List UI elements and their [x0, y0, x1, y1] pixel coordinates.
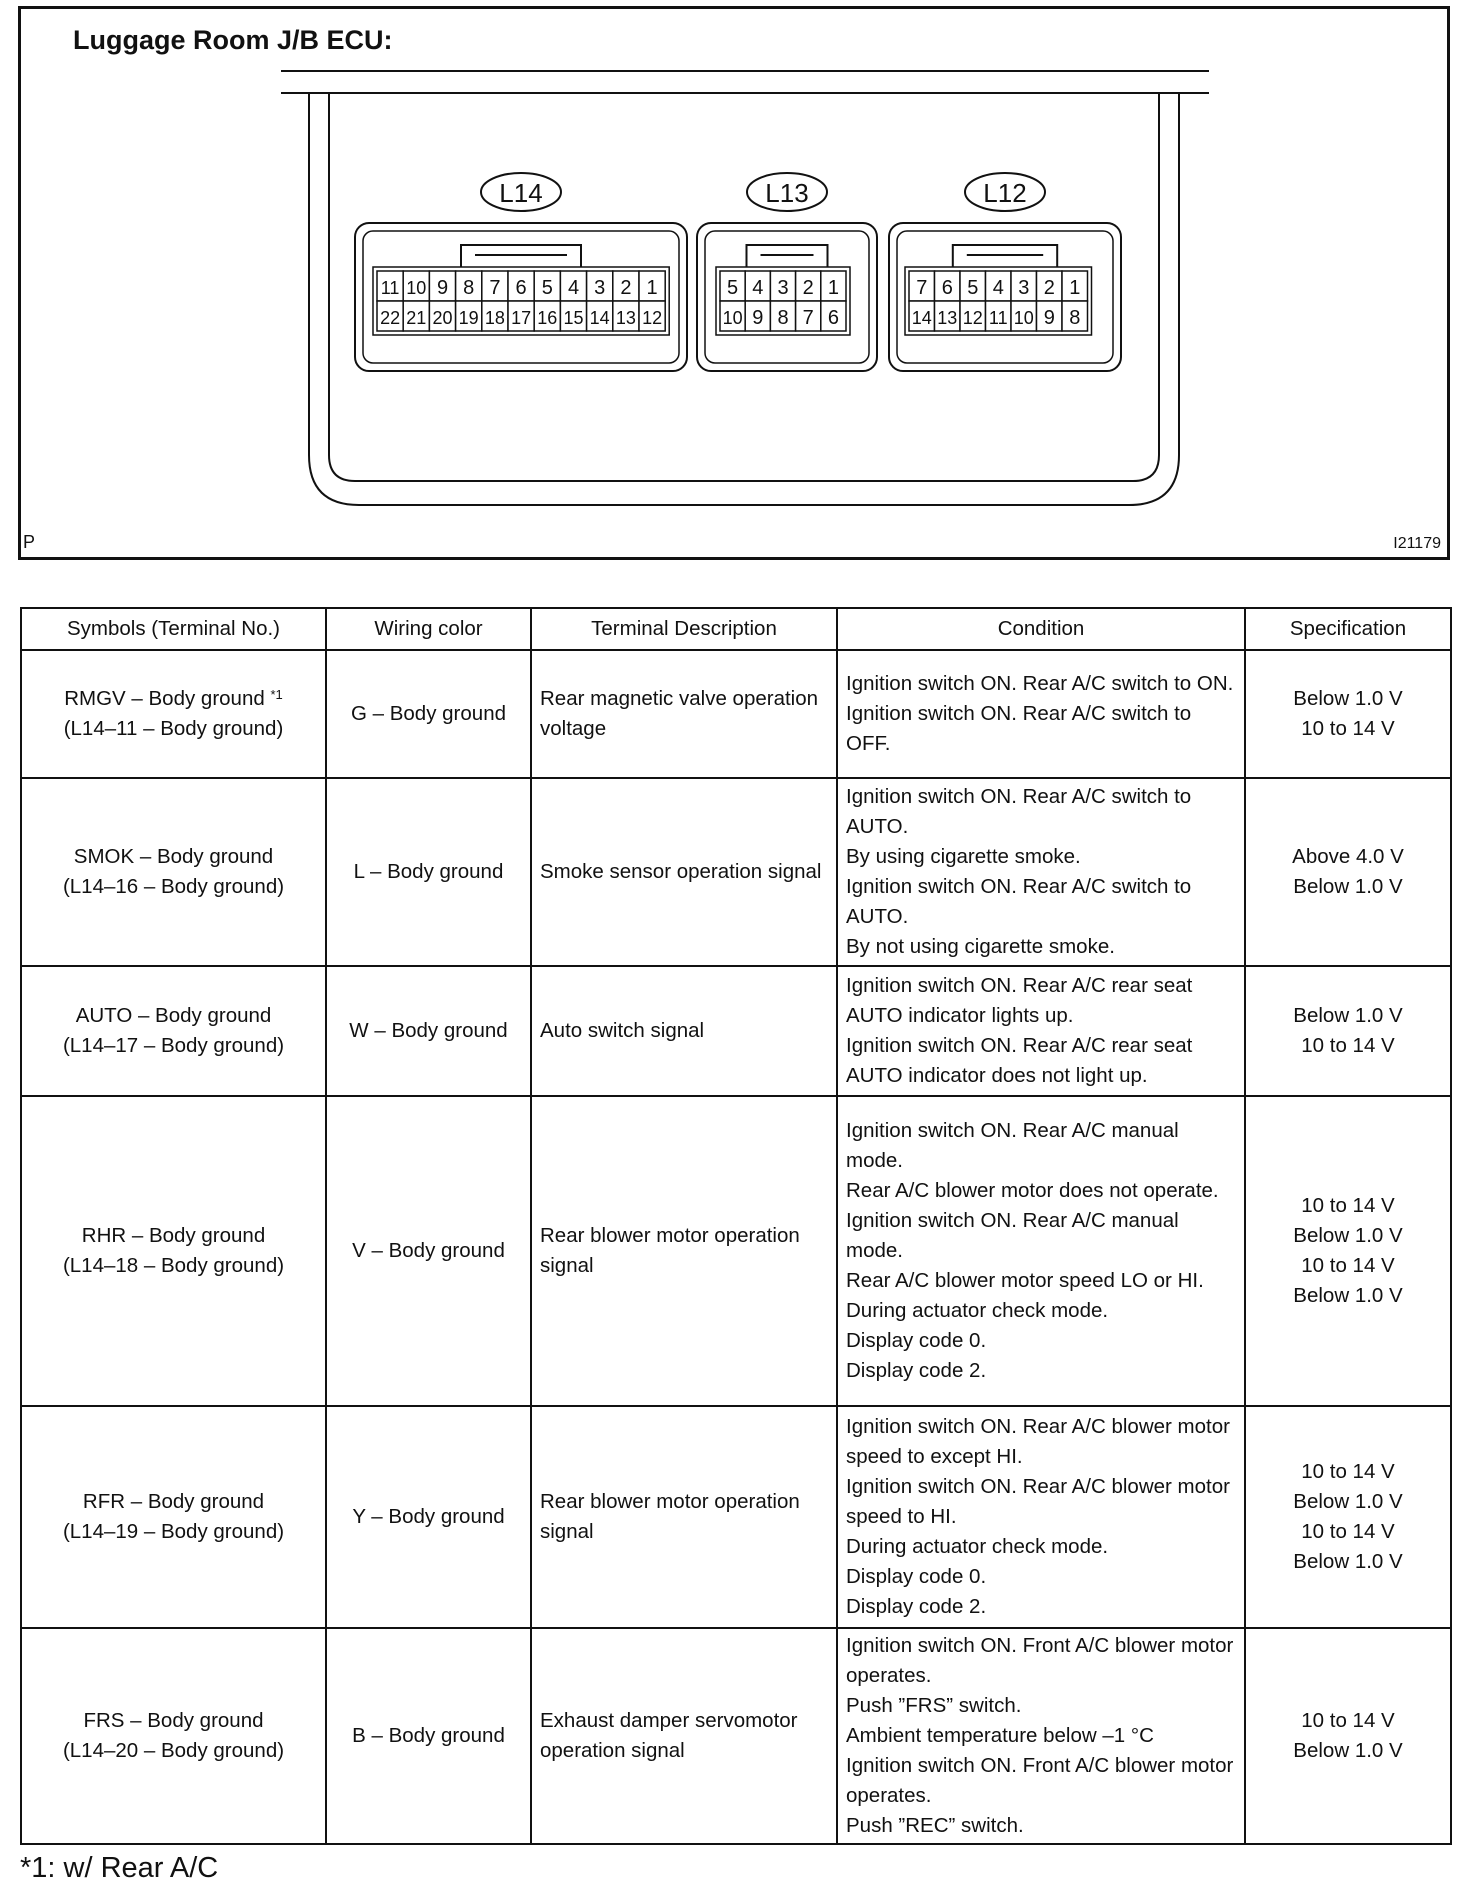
- pin-number: 5: [727, 277, 739, 299]
- condition-line: Ignition switch ON. Rear A/C switch to OFF.: [846, 702, 1192, 755]
- table-row: [21, 778, 1451, 966]
- symbol-text: RFR – Body ground: [82, 1490, 265, 1513]
- condition-line: Ambient temperature below –1 °C: [846, 1724, 1154, 1747]
- header-symbols: Symbols (Terminal No.): [21, 608, 326, 650]
- cell-wiring-color: G – Body ground: [326, 650, 531, 778]
- cell-specification: [1245, 778, 1451, 966]
- cell-description: Smoke sensor operation signal: [531, 778, 837, 966]
- cell-symbol: [21, 966, 326, 1096]
- pin-number: 9: [1043, 307, 1055, 329]
- pin-number: 16: [537, 308, 558, 328]
- cell-condition: [837, 778, 1245, 966]
- terminal-number: (L14–19 – Body ground): [62, 1520, 285, 1543]
- pin-number: 14: [589, 308, 610, 328]
- connector-l12: [889, 173, 1121, 371]
- cell-description: Rear magnetic valve operation voltage: [531, 650, 837, 778]
- spec-value: 10 to 14 V: [1301, 1460, 1395, 1483]
- condition-line: Ignition switch ON. Rear A/C rear seat AUTO indicator lights up.: [846, 974, 1193, 1027]
- pin-number: 1: [646, 277, 658, 299]
- connector-l13: [697, 173, 877, 371]
- cell-symbol: [21, 1096, 326, 1406]
- spec-value: 10 to 14 V: [1301, 1034, 1395, 1057]
- cell-description: Auto switch signal: [531, 966, 837, 1096]
- cell-specification: [1245, 966, 1451, 1096]
- spec-value: Below 1.0 V: [1293, 1004, 1403, 1027]
- pin-number: 14: [911, 308, 932, 328]
- condition-line: Ignition switch ON. Front A/C blower motor operates.: [846, 1754, 1234, 1807]
- symbol-text: SMOK – Body ground: [73, 845, 274, 868]
- spec-value: Below 1.0 V: [1293, 1224, 1403, 1247]
- condition-line: Display code 0.: [846, 1329, 987, 1352]
- pin-number: 8: [777, 307, 789, 329]
- terminal-spec-table: [20, 607, 1452, 1845]
- pin-number: 3: [594, 277, 606, 299]
- condition-line: Ignition switch ON. Rear A/C switch to AUTO.: [846, 875, 1192, 928]
- cell-wiring-color: Y – Body ground: [326, 1406, 531, 1628]
- spec-value: Below 1.0 V: [1293, 1550, 1403, 1573]
- condition-line: Push ”REC” switch.: [846, 1814, 1024, 1837]
- pin-number: 11: [380, 278, 400, 298]
- pin-number: 20: [432, 308, 453, 328]
- cell-wiring-color: W – Body ground: [326, 966, 531, 1096]
- cell-condition: [837, 650, 1245, 778]
- connector-label: L14: [499, 178, 543, 208]
- terminal-number: (L14–20 – Body ground): [62, 1739, 285, 1762]
- condition-line: By using cigarette smoke.: [846, 845, 1081, 868]
- cell-specification: [1245, 1628, 1451, 1844]
- cell-condition: [837, 1628, 1245, 1844]
- cell-symbol: [21, 1628, 326, 1844]
- condition-line: Ignition switch ON. Front A/C blower motor operates.: [846, 1634, 1234, 1687]
- condition-line: Push ”FRS” switch.: [846, 1694, 1022, 1717]
- terminal-number: (L14–16 – Body ground): [62, 875, 285, 898]
- spec-value: Below 1.0 V: [1293, 687, 1403, 710]
- cell-symbol: [21, 650, 326, 778]
- connector-label: L12: [983, 178, 1027, 208]
- cell-specification: [1245, 1096, 1451, 1406]
- diagram-title: Luggage Room J/B ECU:: [73, 25, 393, 55]
- condition-line: Display code 2.: [846, 1359, 987, 1382]
- pin-number: 4: [992, 277, 1004, 299]
- pin-number: 1: [827, 277, 839, 299]
- condition-line: By not using cigarette smoke.: [846, 935, 1115, 958]
- figure-id: I21179: [1393, 535, 1441, 552]
- cell-condition: [837, 1406, 1245, 1628]
- pin-number: 11: [988, 308, 1008, 328]
- pin-number: 17: [511, 308, 532, 328]
- table-row: [21, 1096, 1451, 1406]
- symbol-text: RHR – Body ground: [81, 1224, 266, 1247]
- pin-number: 6: [941, 277, 953, 299]
- condition-line: During actuator check mode.: [846, 1535, 1109, 1558]
- pin-number: 7: [802, 307, 814, 329]
- spec-value: Below 1.0 V: [1293, 1284, 1403, 1307]
- condition-line: Display code 0.: [846, 1565, 987, 1588]
- pin-number: 10: [722, 308, 743, 328]
- symbol-text: RMGV – Body ground: [64, 687, 265, 710]
- pin-number: 21: [406, 308, 427, 328]
- pin-number: 6: [515, 277, 527, 299]
- cell-specification: [1245, 1406, 1451, 1628]
- pin-number: 12: [642, 308, 663, 328]
- spec-value: Below 1.0 V: [1293, 1490, 1403, 1513]
- spec-value: 10 to 14 V: [1301, 717, 1395, 740]
- cell-condition: [837, 1096, 1245, 1406]
- spec-value: Below 1.0 V: [1293, 875, 1403, 898]
- cell-condition: [837, 966, 1245, 1096]
- pin-number: 2: [1043, 277, 1055, 299]
- cell-description: Exhaust damper servomotor operation signal: [531, 1628, 837, 1844]
- pin-number: 5: [967, 277, 979, 299]
- pin-number: 18: [484, 308, 505, 328]
- pin-number: 8: [463, 277, 475, 299]
- condition-line: Ignition switch ON. Rear A/C manual mode.: [846, 1209, 1179, 1262]
- cell-description: Rear blower motor operation signal: [531, 1096, 837, 1406]
- pin-number: 2: [620, 277, 632, 299]
- spec-value: Above 4.0 V: [1292, 845, 1404, 868]
- condition-line: Ignition switch ON. Rear A/C blower motor speed to except HI.: [846, 1415, 1230, 1468]
- condition-line: During actuator check mode.: [846, 1299, 1109, 1322]
- symbol-text: AUTO – Body ground: [75, 1004, 272, 1027]
- pin-number: 3: [777, 277, 789, 299]
- pin-number: 9: [436, 277, 449, 299]
- pin-number: 13: [615, 308, 636, 328]
- pin-number: 7: [916, 277, 928, 299]
- cell-wiring-color: B – Body ground: [326, 1628, 531, 1844]
- pin-number: 10: [406, 278, 427, 298]
- condition-line: Ignition switch ON. Rear A/C switch to AUTO.: [846, 785, 1192, 838]
- ecu-drawing: [21, 9, 1447, 557]
- header-specification: Specification: [1245, 608, 1451, 650]
- table-header-row: [21, 608, 1451, 650]
- spec-value: 10 to 14 V: [1301, 1520, 1395, 1543]
- condition-line: Rear A/C blower motor does not operate.: [846, 1179, 1219, 1202]
- header-wiring-color: Wiring color: [326, 608, 531, 650]
- symbol-text: FRS – Body ground: [83, 1709, 264, 1732]
- cell-symbol: [21, 1406, 326, 1628]
- pin-number: 13: [937, 308, 958, 328]
- pin-number: 10: [1013, 308, 1034, 328]
- pin-number: 4: [567, 277, 580, 299]
- cell-symbol: [21, 778, 326, 966]
- header-terminal-description: Terminal Description: [531, 608, 837, 650]
- cell-wiring-color: V – Body ground: [326, 1096, 531, 1406]
- terminal-number: (L14–17 – Body ground): [62, 1034, 285, 1057]
- pin-number: 2: [802, 277, 814, 299]
- spec-value: 10 to 14 V: [1301, 1194, 1395, 1217]
- pin-number: 22: [380, 308, 401, 328]
- terminal-number: (L14–18 – Body ground): [62, 1254, 285, 1277]
- condition-line: Rear A/C blower motor speed LO or HI.: [846, 1269, 1204, 1292]
- condition-line: Display code 2.: [846, 1595, 987, 1618]
- condition-line: Ignition switch ON. Rear A/C rear seat AUTO indicator does not light up.: [846, 1034, 1193, 1087]
- pin-number: 5: [541, 277, 553, 299]
- table-row: [21, 966, 1451, 1096]
- cell-wiring-color: L – Body ground: [326, 778, 531, 966]
- connector-diagram: [18, 6, 1450, 560]
- condition-line: Ignition switch ON. Rear A/C blower motor speed to HI.: [846, 1475, 1230, 1528]
- connector-l14: [355, 173, 687, 371]
- table-row: [21, 1628, 1451, 1844]
- cell-description: Rear blower motor operation signal: [531, 1406, 837, 1628]
- spec-value: Below 1.0 V: [1293, 1739, 1403, 1762]
- cell-specification: [1245, 650, 1451, 778]
- pin-number: 6: [827, 307, 839, 329]
- pin-number: 9: [752, 307, 764, 329]
- pin-number: 4: [752, 277, 764, 299]
- pin-number: 19: [458, 308, 479, 328]
- table-row: [21, 1406, 1451, 1628]
- condition-line: Ignition switch ON. Rear A/C switch to ON.: [846, 672, 1234, 695]
- header-condition: Condition: [837, 608, 1245, 650]
- spec-value: 10 to 14 V: [1301, 1709, 1395, 1732]
- footnote-marker: *1: [270, 687, 283, 702]
- connector-label: L13: [765, 178, 809, 208]
- terminal-number: (L14–11 – Body ground): [63, 717, 284, 740]
- pin-number: 12: [962, 308, 983, 328]
- pin-number: 7: [489, 277, 501, 299]
- condition-line: Ignition switch ON. Rear A/C manual mode.: [846, 1119, 1179, 1172]
- pin-number: 8: [1069, 307, 1081, 329]
- footnote: *1: w/ Rear A/C: [20, 1852, 219, 1884]
- pin-number: 1: [1069, 277, 1081, 299]
- spec-value: 10 to 14 V: [1301, 1254, 1395, 1277]
- corner-label-left: P: [23, 532, 36, 552]
- table-row: [21, 650, 1451, 778]
- pin-number: 3: [1018, 277, 1030, 299]
- pin-number: 15: [563, 308, 584, 328]
